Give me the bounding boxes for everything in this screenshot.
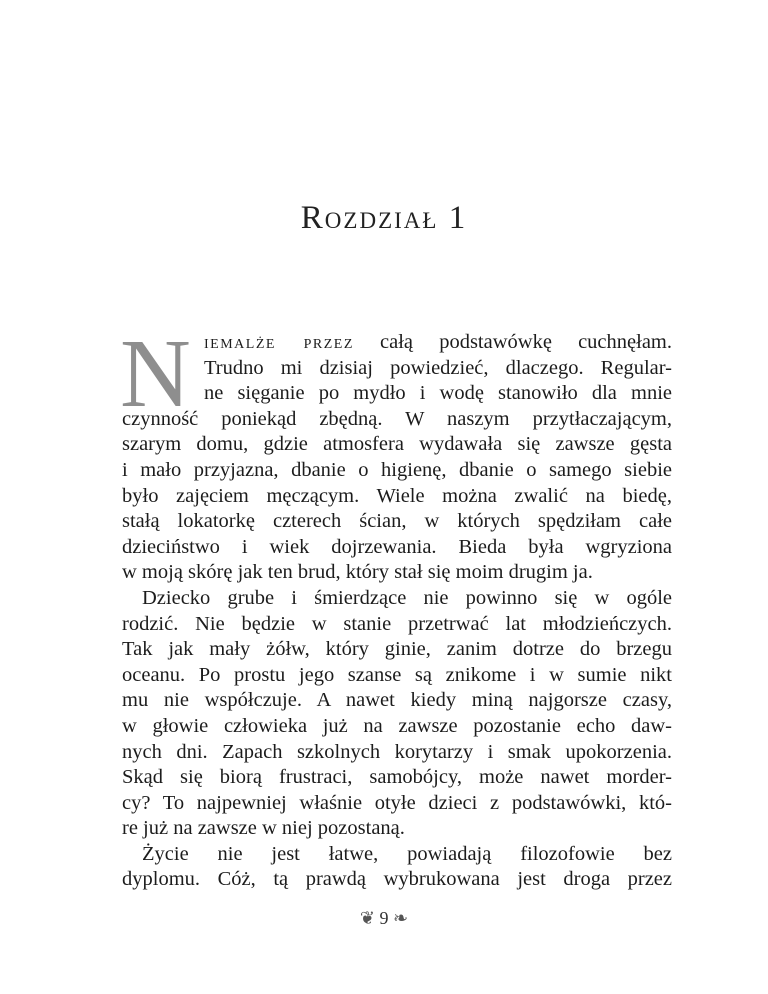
text-line: re już na zawsze w niej pozostaną. — [122, 817, 405, 840]
page-number: 9 — [379, 908, 389, 928]
ornament-left-icon: ❦ — [359, 908, 375, 928]
page-footer — [0, 908, 768, 929]
lead-in-words: iemalże przez — [204, 331, 354, 353]
text-line: dyplomu. Cóż, tą prawdą wybrukowana jest droga przez — [122, 868, 672, 891]
chapter-title: Rozdział 1 — [300, 200, 468, 237]
text-line: rodzić. Nie będzie w stanie przetrwać lat młodzieńczych. — [122, 612, 672, 635]
text-line: mu nie współczuje. A nawet kiedy miną najgorsze czasy, — [122, 689, 672, 712]
text-line: nych dni. Zapach szkolnych korytarzy i smak upokorzenia. — [122, 740, 672, 763]
first-line-rest: całą podstawówkę cuchnęłam. — [353, 331, 672, 353]
text-line: Skąd się biorą frustraci, samobójcy, może nawet morder- — [122, 766, 672, 789]
text-line: Życie nie jest łatwe, powiadają filozofowie bez — [142, 842, 672, 865]
text-line: w głowie człowieka już na zawsze pozostanie echo daw- — [122, 714, 672, 737]
drop-cap: N — [120, 320, 191, 428]
text-line: było zajęciem męczącym. Wiele można zwalić na biedę, — [122, 484, 672, 507]
body-text — [120, 320, 672, 893]
text-line: w moją skórę jak ten brud, który stał się moim drugim ja. — [122, 561, 593, 584]
text-line: czynność poniekąd zbędną. W naszym przytłaczającym, — [122, 407, 672, 430]
ornament-right-icon: ❧ — [393, 908, 409, 928]
text-line — [122, 330, 672, 356]
text-line: Trudno mi dzisiaj powiedzieć, dlaczego. Regular- — [204, 356, 672, 379]
text-line: cy? To najpewniej właśnie otyłe dzieci z podstawówki, któ- — [122, 791, 672, 814]
text-line: Tak jak mały żółw, który ginie, zanim dotrze do brzegu — [122, 638, 672, 661]
text-line: Dziecko grube i śmierdzące nie powinno się w ogóle — [142, 586, 672, 609]
text-line: oceanu. Po prostu jego szanse są znikome i w sumie nikt — [122, 663, 672, 686]
text-line: i mało przyjazna, dbanie o higienę, dbanie o samego siebie — [122, 458, 672, 481]
text-line: ne sięganie po mydło i wodę stanowiło dla mnie — [204, 382, 672, 405]
text-line: stałą lokatorkę czterech ścian, w których spędziłam całe — [122, 510, 672, 533]
text-line: dzieciństwo i wiek dojrzewania. Bieda była wgryziona — [122, 535, 672, 558]
text-line: szarym domu, gdzie atmosfera wydawała się zawsze gęsta — [122, 433, 672, 456]
